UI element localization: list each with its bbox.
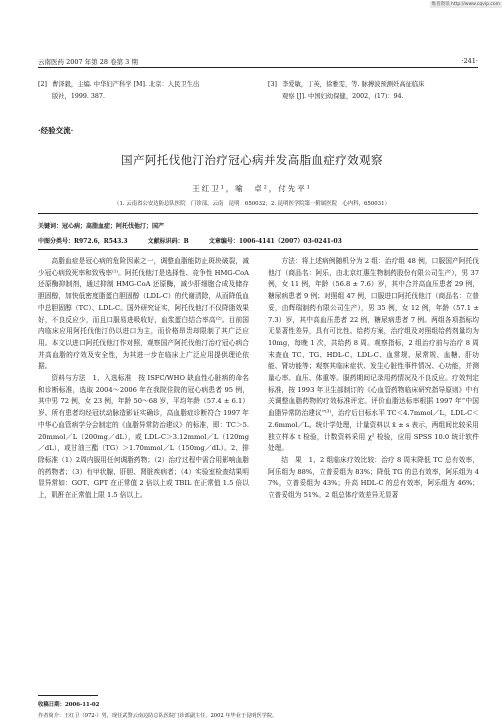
body-paragraph: 高脂血症是冠心病的危险因素之一，调整血脂能防止斑块破裂，减少冠心病致死率和致残率⁽¹⁾。阿托伐他汀是选择性、竞争性 HMG-CoA 还原酶抑制剂，通过抑制 HMG-CoA 还原酶，减少肝细胞合成及储存胆固醇，加快低密度脂蛋白胆固醇（LDL-C）的代谢清除，从而降低血中总胆固醇（TC）、LDL-C。国外研究证实，阿托伐他汀不仅降脂效果好，不良反应少，而且口服易进吸收好，血浆蛋白结合率高⁽²⁾。目前国内临床应用阿托伐他汀仍以进口为主，而价格昂贵却限制了其广泛应用。本文以进口阿托伐他汀作对照，观察国产阿托伐他汀治疗冠心病合并高血脂的疗效及安全性，为其进一步在临床上广泛应用提供理论依据。: [38, 257, 249, 371]
affiliation-rule: [38, 213, 478, 214]
author-affiliation: （1. 云南省公安边防总队医院 门诊部，云南 昆明 650032；2. 昆明医学院第一附属医院 心内科，650031）: [114, 201, 390, 207]
document-code: 文献标识码：B: [147, 238, 189, 245]
article-title: 国产阿托伐他汀治疗冠心病并发高脂血症疗效观察: [121, 153, 383, 167]
reference-number: [2]: [38, 81, 47, 88]
page-number: ·241·: [461, 57, 478, 65]
reference-number: [3]: [268, 81, 277, 88]
reference-item: [268, 79, 478, 103]
watermark: 维普资讯 http://www.cqvip.com: [431, 2, 500, 7]
keywords-rule: [38, 249, 478, 250]
body-paragraph: 结 果 1、2 组临床疗效比较：治疗 8 周末降低 TC 总有效率，阿乐组为 88%，立普妥组为 83%；降低 TG 的总有效率，阿乐组为 47%，立普妥组为 43%；升高 HDL-C 的总有效率，阿乐组为 46%；立普妥组为 51%。2 组总体疗效差异无显著: [268, 455, 479, 500]
reference-line: 李爱敏，丁英，徐雅雯，等. 脉搏波预测妊高征临床: [282, 81, 425, 88]
reference-item: [38, 79, 248, 103]
article-id: 文章编号：1006-4141（2007）03-0241-03: [208, 238, 342, 245]
received-date: 收稿日期：2006-11-02: [38, 702, 100, 708]
body-column-left: [38, 256, 249, 502]
section-tag: ·经验交流·: [38, 126, 74, 135]
clc-number: 中图分类号：R972.6，R543.3: [38, 238, 128, 245]
body-paragraph: 方法：将上述病例随机分为 2 组：治疗组 48 例，口服国产阿托伐他汀（商品名：阿乐，由北京红惠生物制药股份有限公司生产），男 37 例，女 11 例，年龄（56.8 ± 7.6）岁，其中合并高血压患者 29 例，糖尿病患者 9 例；对照组 47 例，口服进口阿托伐他汀（商品名：立普妥，由辉瑞制药有限公司生产），男 35 例，女 12 例，年龄（57.1 ± 7.3）岁，其中高血压患者 22 例，糖尿病患者 7 例。两组各项指标均无显著性差异，具有可比性。给药方案，治疗组及对照组给药剂量均为 10mg，每晚 1 次，共给药 8 周。观察指标，2 组治疗前与治疗 8 周末查血 TC、TG、HDL-C、LDL-C、血常规、尿常规、血糖、肝功能、肾功能等；观察其临床症状、发生心脏性事件情况、心功能，并测量心率、血压、体重等。服药期间记录用药情况及不良反应。疗效判定标准，按 1993 年卫生部制订的《心血管药物临床研究指导原则》中有关调整血脂药物的疗效标准评定。评价血脂达标率根据 1997 年“中国血脂异常防治建议”⁽³⁾，治疗后目标水平 TC＜4.7mmol／L，LDL-C＜2.6mmol／L。统计学处理，计量资料以 x̄ ± s 表示，两组间比较采用独立样本 t 检验，计数资料采用 χ² 检验，应用 SPSS 10.0 统计软件处理。: [268, 257, 479, 453]
classification-line: [38, 236, 360, 245]
reference-line: 曹泽毅，主编. 中华妇产科学 [M]. 北京：人民卫生出: [52, 81, 200, 88]
body-column-right: [268, 256, 479, 502]
author-list: 王红卫¹，喻 卓²，付先平¹: [192, 184, 312, 193]
reference-line: 版社，1999. 387.: [52, 93, 105, 100]
journal-header: 云南医药 2007 年第 28 卷第 3 期: [38, 58, 138, 66]
keywords: 关键词：冠心病；高脂血症；阿托伐他汀；国产: [38, 223, 165, 230]
reference-line: 观察 [J]. 中国妇幼保健，2002，(17)：94.: [282, 93, 404, 100]
header-rule: [38, 67, 478, 68]
footnote-rule: [38, 695, 98, 696]
body-paragraph: 资料与方法 1、入选标准 按 ISFC/WHO 缺血性心脏病的命名和诊断标准，选取 2004～2006 年在我院住院的冠心病患者 95 例，其中男 72 例，女 23 例，年龄 50～68 岁，平均年龄（57.4 ± 6.1）岁。所有患者均经冠状动脉造影证实确诊，高血脂症诊断符合 1997 年中华心血管病学分会制定的《血脂异常防治建议》的标准，即：TC＞5.20mmol／L（200mg／dL），或 LDL-C＞3.12mmol／L（120mg／dL），或甘油三酯（TG）＞1.70mmol／L（150mg／dL）。2、排除标准（1）2周内服用任何调脂药物；（2）治疗过程中需合用影响血脂的药物者；（3）有甲状腺、肝胆、肾脏疾病者；（4）实验室检查结果明显异常如：GOT、GPT 在正常值 2 倍以上或 TBIL 在正常值 1.5 倍以上，肌酐在正常值上限 1.5 倍以上。: [38, 374, 249, 500]
author-bio: 作者简介：王红卫（972-）男，现任武警云南边防总队医院门诊部副主任，2002 年毕业于昆明医学院。: [38, 713, 278, 719]
